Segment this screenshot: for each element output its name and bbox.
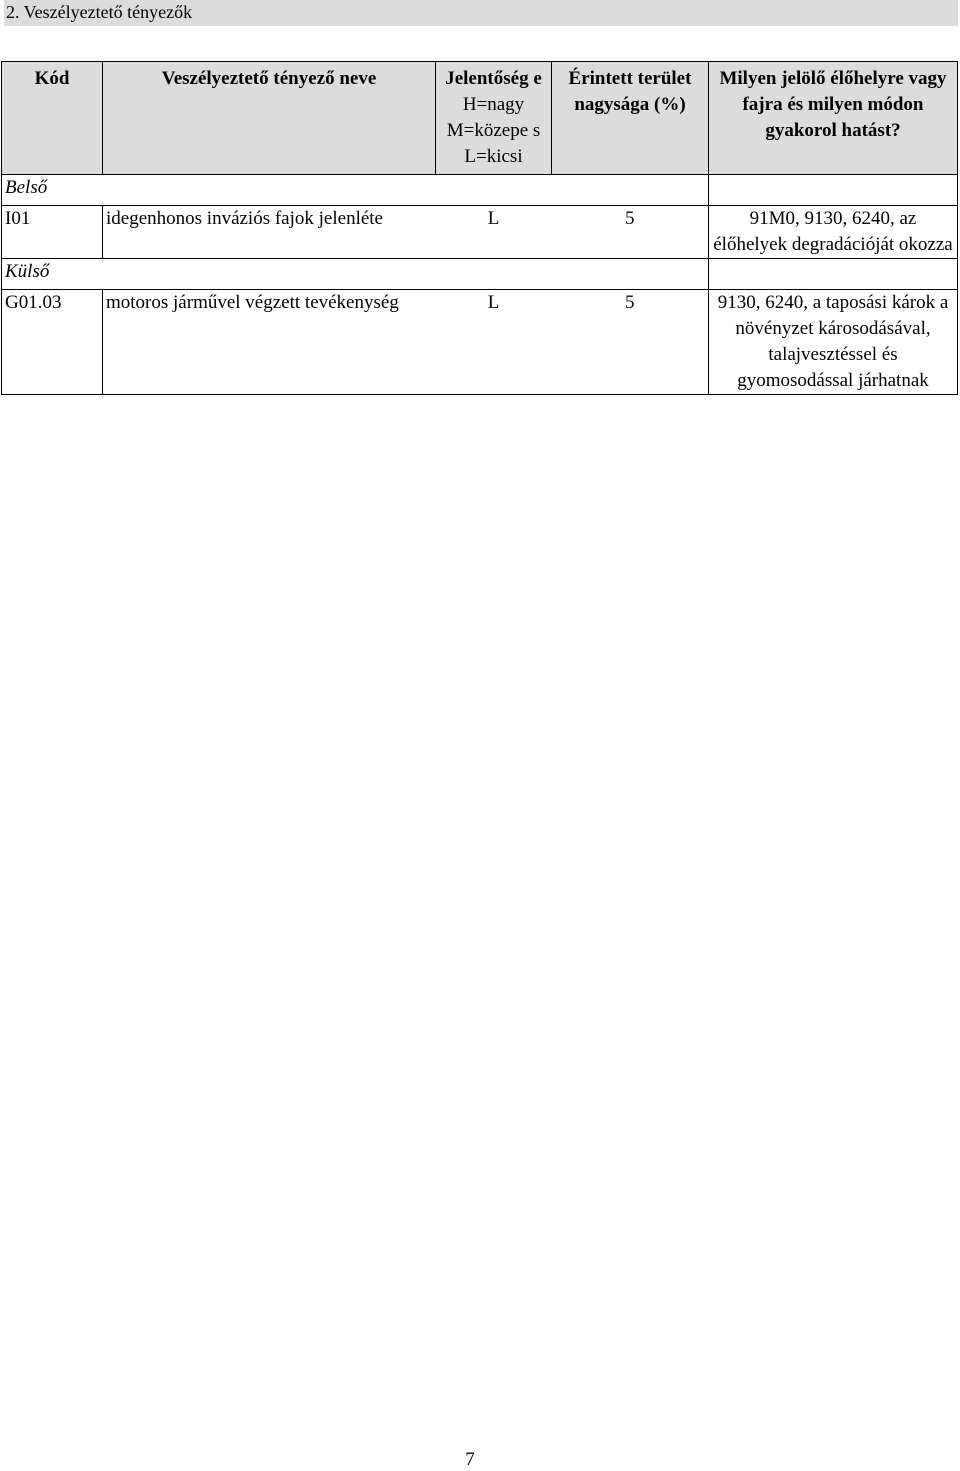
category-label-belso: Belső bbox=[2, 175, 436, 206]
row-neve: motoros járművel végzett tevékenység bbox=[103, 290, 436, 395]
category-row-belso bbox=[2, 175, 958, 206]
threat-factors-table bbox=[1, 61, 958, 395]
table-header-row bbox=[2, 62, 958, 175]
row-terulet: 5 bbox=[552, 206, 709, 259]
header-jelentoseg bbox=[436, 62, 552, 175]
category-label-kulso: Külső bbox=[2, 259, 436, 290]
header-neve: Veszélyeztető tényező neve bbox=[103, 62, 436, 175]
header-jelentoseg-m: M=közepe s bbox=[446, 120, 541, 141]
header-kod: Kód bbox=[2, 62, 103, 175]
section-title: 2. Veszélyeztető tényezők bbox=[4, 0, 958, 26]
header-terulet: Érintett terület nagysága (%) bbox=[552, 62, 709, 175]
row-hatas: 91M0, 9130, 6240, az élőhelyek degradációját okozza bbox=[709, 206, 958, 259]
header-jelentoseg-title: Jelentőség e bbox=[445, 68, 542, 89]
header-hatas: Milyen jelölő élőhelyre vagy fajra és milyen módon gyakorol hatást? bbox=[709, 62, 958, 175]
row-terulet: 5 bbox=[552, 290, 709, 395]
row-neve: idegenhonos inváziós fajok jelenléte bbox=[103, 206, 436, 259]
table-row bbox=[2, 290, 958, 395]
row-kod: G01.03 bbox=[2, 290, 103, 395]
table-row bbox=[2, 206, 958, 259]
header-jelentoseg-h: H=nagy bbox=[462, 94, 525, 115]
row-hatas: 9130, 6240, a taposási károk a növényzet károsodásával, talajvesztéssel és gyomosodással járhatnak bbox=[709, 290, 958, 395]
row-jelentoseg: L bbox=[436, 290, 552, 395]
page-number: 7 bbox=[465, 1449, 475, 1470]
category-row-kulso bbox=[2, 259, 958, 290]
row-kod: I01 bbox=[2, 206, 103, 259]
row-jelentoseg: L bbox=[436, 206, 552, 259]
header-jelentoseg-l: L=kicsi bbox=[464, 146, 523, 167]
